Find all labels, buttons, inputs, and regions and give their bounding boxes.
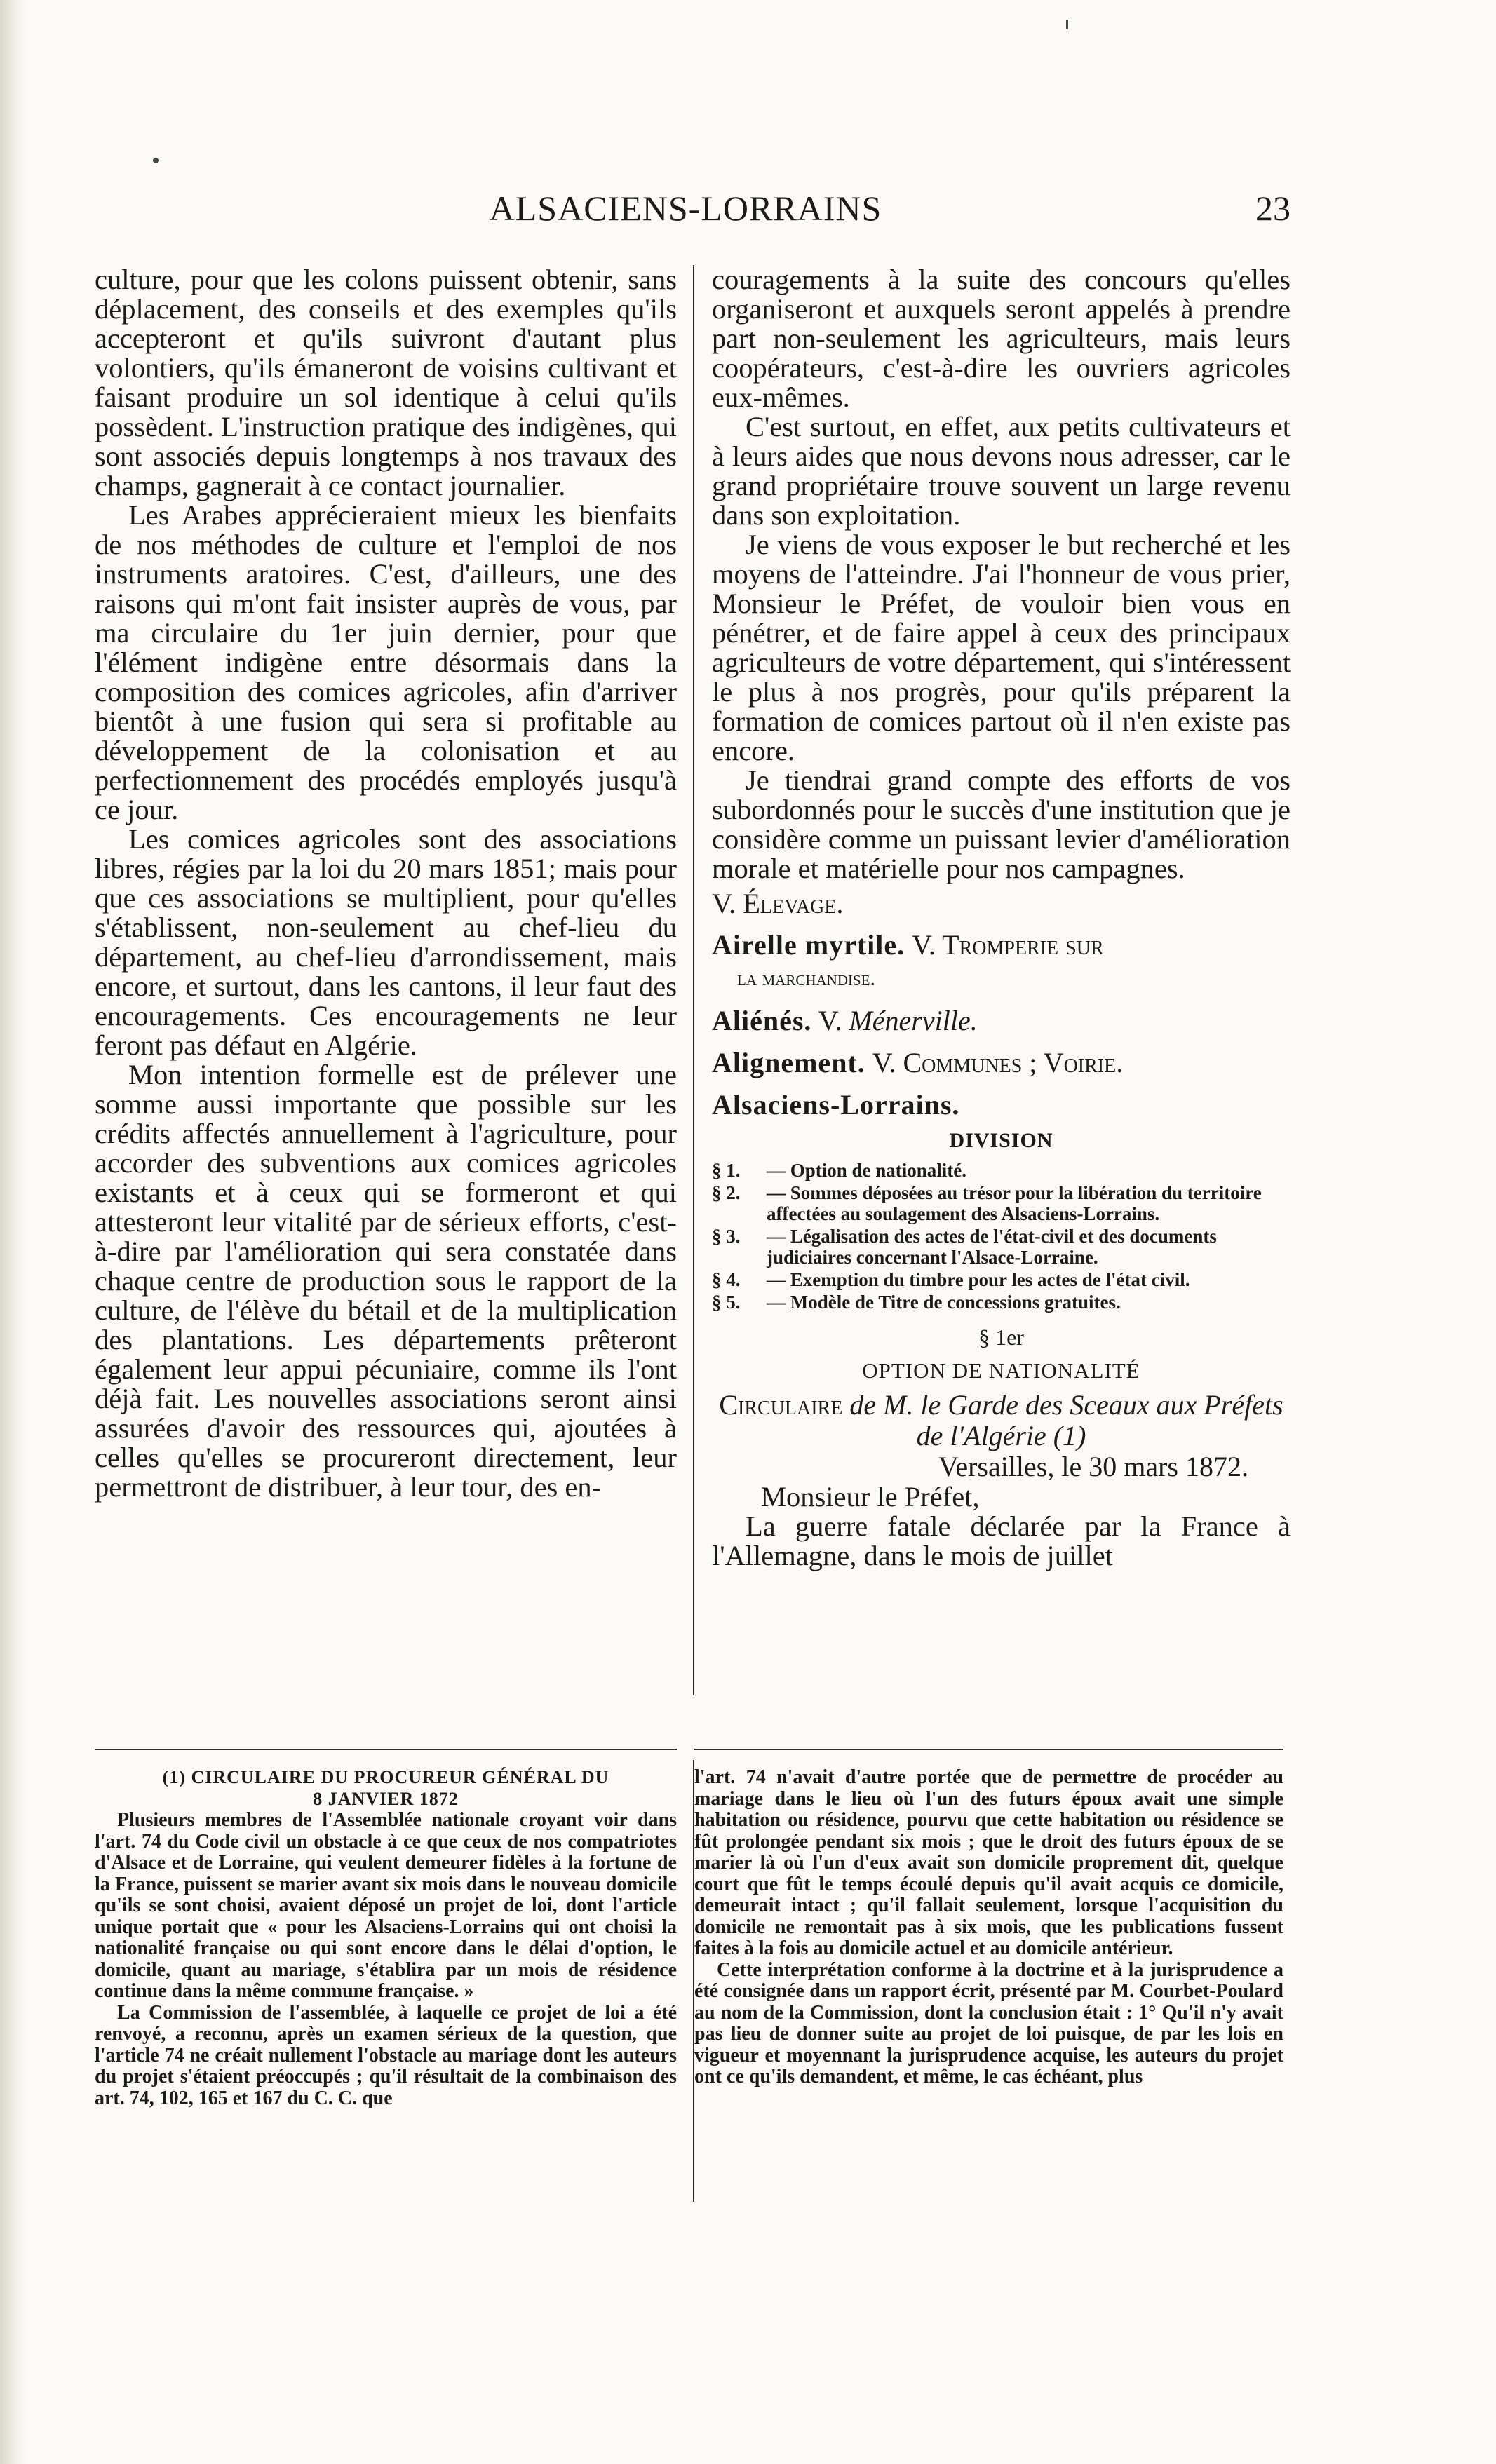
entry-head: Aliénés. — [712, 1005, 812, 1036]
footnote-left — [95, 1767, 677, 2109]
entry-reference: V. — [818, 1005, 842, 1036]
paragraph: Mon intention formelle est de prélever une somme aussi importante que possible sur les crédits affectés annuellement à l'agriculture, pour accorder des subventions aux comices agricoles existants et à ceux qui se formeront et qui attesteront leur vitalité par de sérieux efforts, c'est-à-dire par l'amélioration qui sera constatée dans chaque centre de production sous le rapport de la culture, de l'élève du bétail et de la multiplication des plantations. Les départements prêteront également leur appui pécuniaire, comme ils l'ont déjà fait. Les nouvelles associations seront ainsi assurées d'avoir des ressources qui, ajoutées à celles qu'elles se procureront directement, leur permettront de distribuer, à leur tour, des en- — [95, 1059, 677, 1503]
page-header — [81, 188, 1291, 237]
paragraph: Je tiendrai grand compte des efforts de vos subordonnés pour le succès d'une institution que je considère comme un puissant levier d'amélioration morale et matérielle pour nos campagnes. — [712, 764, 1291, 884]
right-column — [712, 265, 1291, 1571]
footnote-date: 8 JANVIER 1872 — [313, 1788, 459, 1809]
footnote-rule-left — [95, 1749, 677, 1750]
division-item — [712, 1269, 1291, 1290]
footnote-paragraph: l'art. 74 n'avait d'autre portée que de permettre de procéder au mariage dans le lieu où l'un des futurs époux avait une simple habitation ou résidence, pourvu que cette habitation ou résidence se fût prolongée pendant six mois ; que le droit des futurs époux de se marier là où l'un d'eux avait son domicile proprement dit, quelque court que fût le temps écoulé depuis qu'il avait acquis ce domicile, demeurait intact ; qu'il fallait seulement, lorsque l'acquisition du domicile ne remontait pas à six mois, que les publications fussent faites à la fois au domicile actuel et au domicile antérieur. — [694, 1766, 1283, 1959]
ink-speck — [153, 158, 159, 163]
left-column — [95, 265, 677, 1502]
section-mark: § 1er — [978, 1325, 1024, 1350]
page-number: 23 — [1255, 189, 1291, 228]
salutation: Monsieur le Préfet, — [761, 1481, 980, 1512]
footnote-paragraph: Plusieurs membres de l'Assemblée nationale croyant voir dans l'art. 74 du Code civil un obstacle à ce que ceux de nos compatriotes d'Alsace et de Lorraine, qui veulent demeurer fidèles à la fortune de la France, puissent se marier avant six mois dans le nouveau domicile qu'ils se sont choisi, avaient déposé un projet de loi, dont l'article unique portait que « pour les Alsaciens-Lorrains qui ont choisi la nationalité française ou qui sont encore dans le délai d'option, le domicile, quant au mariage, s'établira par un mois de résidence continue dans la même commune française. » — [95, 1809, 677, 2002]
division-item-text: — Légalisation des actes de l'état-civil et des documents judiciaires concernant l'Alsace-Lorraine. — [767, 1226, 1217, 1268]
paragraph: Les Arabes apprécieraient mieux les bienfaits de nos méthodes de culture et l'emploi de nos instruments aratoires. C'est, d'ailleurs, une des raisons qui m'ont fait insister auprès de vous, par ma circulaire du 1er juin dernier, pour que l'élément indigène entre désormais dans la composition des comices agricoles, afin d'arriver bientôt à une fusion qui sera si profitable au développement de la colonisation et au perfectionnement des procédés employés jusqu'à ce jour. — [95, 499, 677, 825]
circular-label: Circulaire — [719, 1389, 843, 1421]
page-edge-shadow — [0, 0, 28, 2464]
entry-head: Airelle myrtile. — [712, 929, 905, 961]
paragraph: C'est surtout, en effet, aux petits cultivateurs et à leurs aides que nous devons nous adresser, car le grand propriétaire trouve souvent un large revenu dans son exploitation. — [712, 411, 1291, 531]
running-title: ALSACIENS-LORRAINS — [489, 189, 882, 228]
division-item-text: — Option de nationalité. — [767, 1160, 967, 1181]
entry-head: Alsaciens-Lorrains. — [712, 1089, 960, 1121]
index-entry — [712, 1048, 1291, 1078]
division-title: DIVISION — [949, 1129, 1053, 1152]
division-item — [712, 1226, 1291, 1268]
footnote-title: (1) CIRCULAIRE DU PROCUREUR GÉNÉRAL DU — [162, 1767, 609, 1787]
paragraph: couragements à la suite des concours qu'elles organiseront et auxquels seront appelés à prendre part non-seulement les agriculteurs, mais leurs coopérateurs, c'est-à-dire les ouvriers agricoles eux-mêmes. — [712, 264, 1291, 413]
index-entry — [712, 930, 1291, 994]
entry-reference: V. Tromperie sur — [912, 929, 1104, 961]
footnote-paragraph: Cette interprétation conforme à la doctrine et à la jurisprudence a été consignée dans un rapport écrit, présenté par M. Courbet-Poulard au nom de la Commission, dont la conclusion était : 1° Qu'il n'y avait pas lieu de donner suite au projet de loi puisque, de par les lois en vigueur et moyennant la jurisprudence acquise, les auteurs du projet ont ce qu'ils demandent, et même, le cas échéant, plus — [694, 1958, 1283, 2087]
opening-paragraph: La guerre fatale déclarée par la France à l'Allemagne, dans le mois de juillet — [712, 1510, 1291, 1571]
division-item-text: — Sommes déposées au trésor pour la libération du territoire affectées au soulagement des Alsaciens-Lorrains. — [767, 1182, 1262, 1224]
footnote-paragraph: La Commission de l'assemblée, à laquelle ce projet de loi a été renvoyé, a reconnu, après un examen sérieux de la question, que l'article 74 ne créait nullement l'obstacle au mariage dont les auteurs du projet s'étaient préoccupés ; qu'il résultait de la combinaison des art. 74, 102, 165 et 167 du C. C. que — [95, 2001, 677, 2109]
section-title: OPTION DE NATIONALITÉ — [862, 1358, 1140, 1383]
division-item — [712, 1182, 1291, 1224]
entry-reference-continued: la marchandise. — [737, 967, 876, 990]
circular-title: de M. le Garde des Sceaux aux Préfets de l'Algérie (1) — [849, 1389, 1283, 1451]
division-item-number: § 1. — [712, 1160, 741, 1181]
entry-reference-italic: Ménerville. — [849, 1005, 978, 1036]
see-also-reference: V. Élevage. — [712, 888, 844, 919]
division-item-number: § 3. — [712, 1226, 741, 1247]
entry-reference: V. Communes ; Voirie. — [872, 1047, 1124, 1078]
circular-heading — [712, 1390, 1291, 1451]
footnote-rule-right — [694, 1749, 1283, 1750]
index-entry — [712, 1090, 1291, 1121]
division-item-number: § 4. — [712, 1269, 741, 1290]
index-entry — [712, 1006, 1291, 1036]
paragraph: Je viens de vous exposer le but recherché et les moyens de l'atteindre. J'ai l'honneur de vous prier, Monsieur le Préfet, de vouloir bien vous en pénétrer, et de faire appel à ceux des principaux agriculteurs de votre département, qui s'intéressent le plus à nos progrès, pour qu'ils préparent la formation de comices partout où il n'en existe pas encore. — [712, 529, 1291, 766]
paragraph: culture, pour que les colons puissent obtenir, sans déplacement, des conseils et des exemples qu'ils accepteront et qu'ils suivront d'autant plus volontiers, qu'ils émaneront de voisins cultivant et faisant produire un sol identique à celui qu'ils possèdent. L'instruction pratique des indigènes, qui sont associés depuis longtemps à nos travaux des champs, gagnerait à ce contact journalier. — [95, 264, 677, 501]
paragraph: Les comices agricoles sont des associations libres, régies par la loi du 20 mars 1851; mais pour que ces associations se multiplient, pour qu'elles s'établissent, non-seulement au chef-lieu du département, au chef-lieu d'arrondissement, mais encore, et surtout, dans les cantons, il leur faut des encouragements. Ces encouragements ne leur feront pas défaut en Algérie. — [95, 823, 677, 1061]
entry-head: Alignement. — [712, 1047, 865, 1078]
division-item-number: § 5. — [712, 1292, 741, 1313]
division-item — [712, 1292, 1291, 1313]
footnote-right — [694, 1767, 1283, 2088]
division-item-number: § 2. — [712, 1182, 741, 1203]
division-item — [712, 1160, 1291, 1181]
division-item-text: — Modèle de Titre de concessions gratuites. — [767, 1292, 1121, 1313]
division-list — [712, 1160, 1291, 1313]
column-divider — [693, 265, 694, 1695]
ink-speck — [1066, 20, 1068, 29]
division-item-text: — Exemption du timbre pour les actes de l'état civil. — [767, 1269, 1190, 1290]
place-date: Versailles, le 30 mars 1872. — [938, 1451, 1248, 1482]
